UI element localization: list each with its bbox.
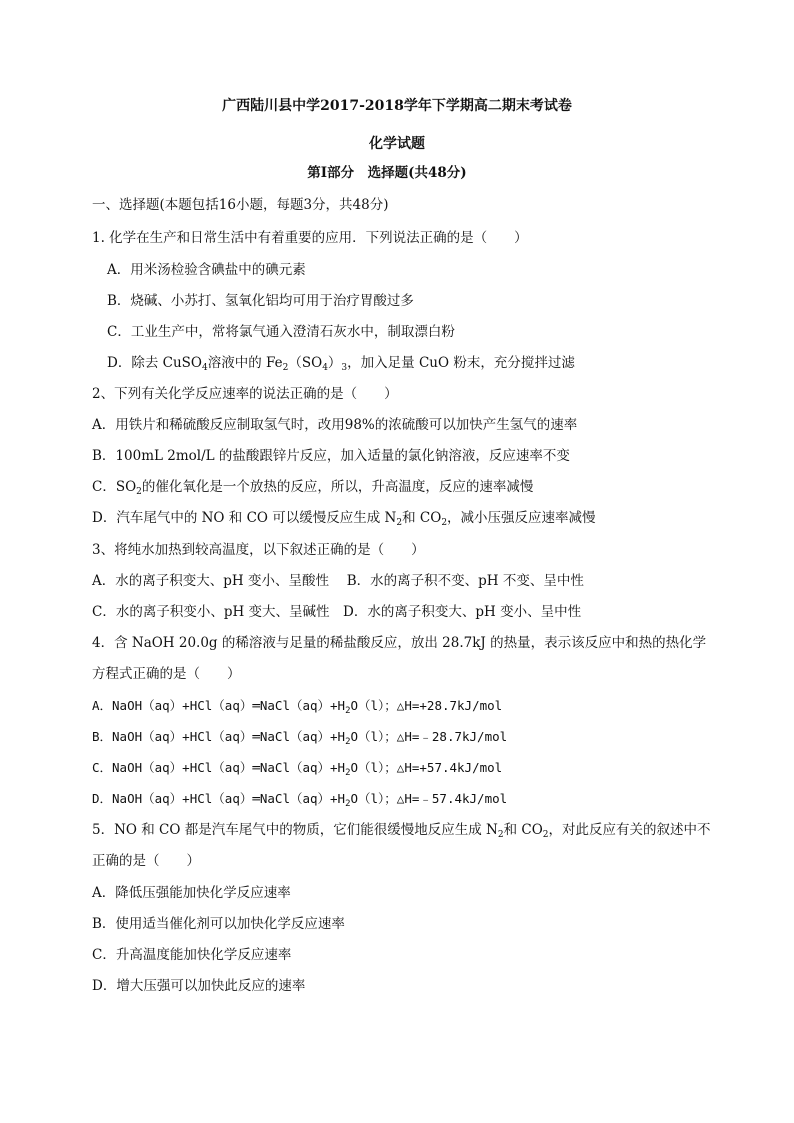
q5-stem-line2: 正确的是（ ） <box>92 853 200 869</box>
q5-option-d: D．增大压强可以加快此反应的速率 <box>92 978 306 994</box>
q1-stem: 1. 化学在生产和日常生活中有着重要的应用．下列说法正确的是（ ） <box>92 230 528 246</box>
q5-option-b: B．使用适当催化剂可以加快化学反应速率 <box>92 916 345 932</box>
subject-title: 化学试题 <box>369 136 425 152</box>
q4-option-b: B．$NaOH(aq)+HCl(aq)═NaCl(aq)+H_2O(l)$；△H=﹣28.7kJ/mol <box>92 729 508 747</box>
q1-option-c: C．工业生产中，常将氯气通入澄清石灰水中，制取漂白粉 <box>107 324 455 340</box>
q4-option-a: A．$NaOH(aq)+HCl(aq)═NaCl(aq)+H_2O(l)$；△H=+28.7kJ/mol <box>92 698 503 716</box>
q2-stem: 2、下列有关化学反应速率的说法正确的是（ ） <box>92 386 398 402</box>
q1-option-a: A．用米汤检验含碘盐中的碘元素 <box>107 262 306 278</box>
q2-option-d: D．汽车尾气中的 NO 和 CO 可以缓慢反应生成 $N_2$和 $CO_2$，减小压强反应速率减慢 <box>92 510 596 528</box>
q1-option-d: D．除去 CuSO$_4$溶液中的 $Fe_2(SO_4)_3$，加入足量 CuO 粉末，充分搅拌过滤 <box>107 355 575 373</box>
q3-options-ab: A．水的离子积变大、pH 变小、呈酸性 B．水的离子积不变、pH 不变、呈中性 <box>92 573 584 589</box>
part-title: 第Ⅰ部分 选择题(共48分) <box>307 165 467 181</box>
q3-options-cd: C．水的离子积变小、pH 变大、呈碱性 D．水的离子积变大、pH 变小、呈中性 <box>92 604 582 620</box>
school-title: 广西陆川县中学2017-2018学年下学期高二期末考试卷 <box>222 98 572 114</box>
q4-option-c: C．$NaOH(aq)+HCl(aq)═NaCl(aq)+H_2O(l)$；△H=+57.4kJ/mol <box>92 760 503 778</box>
q4-option-d: D．$NaOH(aq)+HCl(aq)═NaCl(aq)+H_2O(l)$；△H=﹣57.4kJ/mol <box>92 791 508 809</box>
q1-option-b: B．烧碱、小苏打、氢氧化铝均可用于治疗胃酸过多 <box>107 293 414 309</box>
section-intro: 一、选择题(本题包括16小题，每题3分，共48分) <box>92 197 389 213</box>
q5-stem-line1: 5．NO 和 CO 都是汽车尾气中的物质，它们能很缓慢地反应生成 $N_2$和 $CO_2$，对此反应有关的叙述中不 <box>92 822 711 840</box>
q2-option-b: B．100mL 2mol/L 的盐酸跟锌片反应，加入适量的氯化钠溶液，反应速率不变 <box>92 448 570 464</box>
q5-option-a: A．降低压强能加快化学反应速率 <box>92 885 291 901</box>
q4-stem-line2: 方程式正确的是（ ） <box>92 666 241 682</box>
q2-option-a: A．用铁片和稀硫酸反应制取氢气时，改用98%的浓硫酸可以加快产生氢气的速率 <box>92 417 578 433</box>
q4-stem-line1: 4．含 NaOH 20.0g 的稀溶液与足量的稀盐酸反应，放出 28.7kJ 的热量，表示该反应中和热的热化学 <box>92 635 707 651</box>
q5-option-c: C．升高温度能加快化学反应速率 <box>92 947 292 963</box>
q3-stem: 3、将纯水加热到较高温度，以下叙述正确的是（ ） <box>92 542 425 558</box>
q2-option-c: C．$SO_2$的催化氧化是一个放热的反应，所以，升高温度，反应的速率减慢 <box>92 479 534 497</box>
